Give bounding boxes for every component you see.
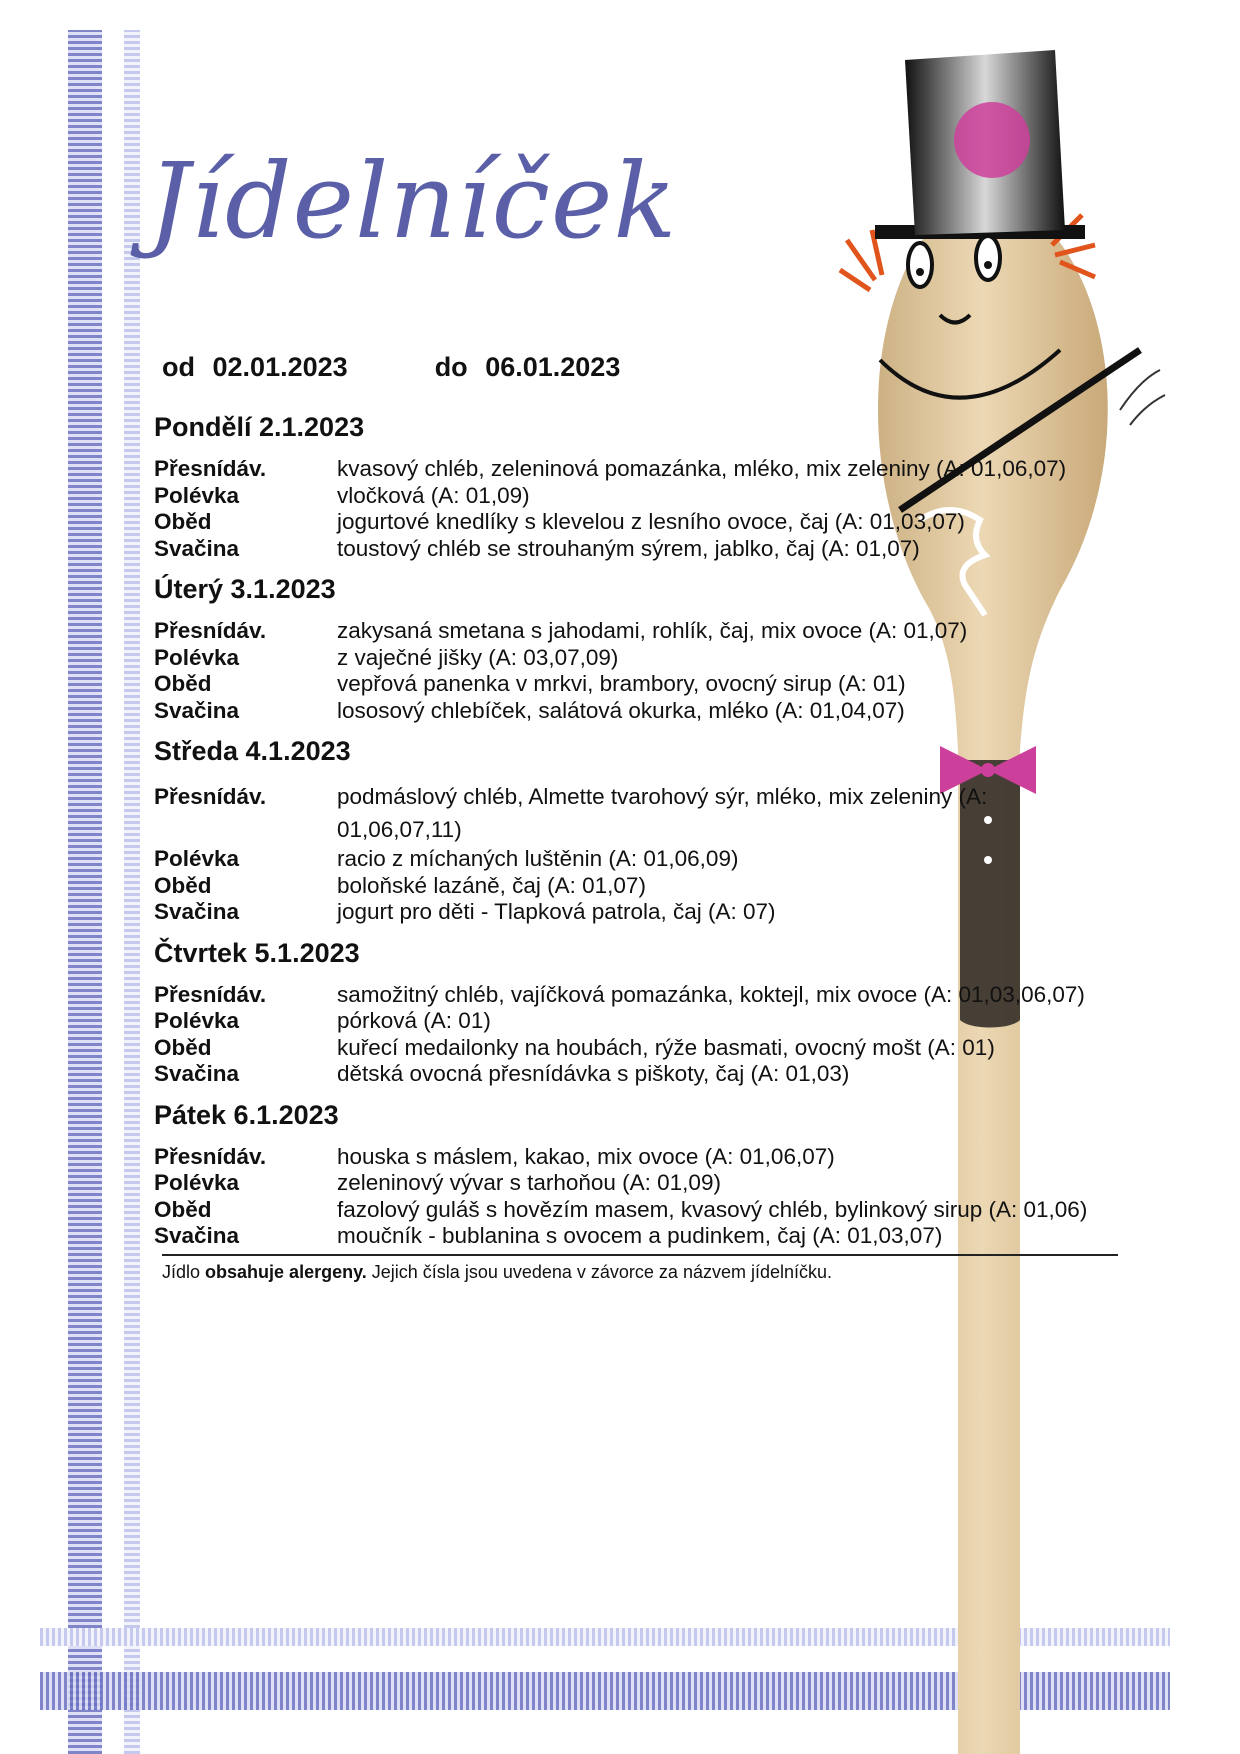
meal-dish: jogurt pro děti - Tlapková patrola, čaj (A: 07) xyxy=(337,899,776,924)
allergen-note-prefix: Jídlo xyxy=(162,1262,201,1282)
meal-label: Svačina xyxy=(154,1223,240,1248)
day-title: Úterý 3.1.2023 xyxy=(154,574,336,604)
meal-label: Oběd xyxy=(154,671,212,696)
menu-title: Jídelníček xyxy=(148,140,678,262)
day-section xyxy=(154,734,1194,926)
meal-row xyxy=(154,846,1194,873)
meal-row xyxy=(154,456,1194,483)
meal-row xyxy=(154,1144,1194,1171)
meal-dish: podmáslový chléb, Almette tvarohový sýr, mléko, mix zeleniny (A: 01,06,07,11) xyxy=(337,784,988,842)
meal-label: Polévka xyxy=(154,1008,240,1033)
meal-label: Polévka xyxy=(154,482,240,508)
border-stripe-left-light xyxy=(124,30,140,1754)
meal-dish: toustový chléb se strouhaným sýrem, jablko, čaj (A: 01,07) xyxy=(337,535,920,561)
to-date: 06.01.2023 xyxy=(485,352,621,382)
to-label: do xyxy=(434,352,468,382)
meal-label: Svačina xyxy=(154,697,240,723)
meal-row xyxy=(154,1008,1194,1035)
meal-row xyxy=(154,671,1194,698)
meal-dish: houska s máslem, kakao, mix ovoce (A: 01,06,07) xyxy=(337,1143,835,1169)
meal-label: Přesnídáv. xyxy=(154,1143,267,1169)
from-date: 02.01.2023 xyxy=(212,352,348,382)
day-section xyxy=(154,936,1194,1088)
meal-dish: moučník - bublanina s ovocem a pudinkem, čaj (A: 01,03,07) xyxy=(337,1223,943,1248)
meal-dish: zakysaná smetana s jahodami, rohlík, čaj, mix ovoce (A: 01,07) xyxy=(337,618,968,643)
meal-row xyxy=(154,873,1194,900)
meal-row xyxy=(154,1170,1194,1197)
meal-row xyxy=(154,1223,1194,1250)
meal-label: Oběd xyxy=(154,509,212,534)
meal-row xyxy=(154,780,1194,846)
meal-label: Svačina xyxy=(154,899,240,924)
meal-dish: dětská ovocná přesnídávka s piškoty, čaj (A: 01,03) xyxy=(337,1061,850,1086)
meal-row xyxy=(154,1197,1194,1224)
meal-dish: z vaječné jišky (A: 03,07,09) xyxy=(337,644,619,670)
meal-row xyxy=(154,899,1194,926)
meal-dish: kuřecí medailonky na houbách, rýže basmati, ovocný mošt (A: 01) xyxy=(337,1034,995,1060)
border-stripe-left-dark xyxy=(68,30,102,1754)
meal-label: Polévka xyxy=(154,644,240,670)
meal-label: Svačina xyxy=(154,1061,240,1086)
day-title: Pátek 6.1.2023 xyxy=(154,1099,339,1130)
footer-divider xyxy=(162,1254,1118,1256)
allergen-note-suffix: Jejich čísla jsou uvedena v závorce za názvem jídelníčku. xyxy=(371,1262,833,1282)
meal-label: Oběd xyxy=(154,1196,212,1222)
meal-row xyxy=(154,698,1194,725)
meal-row xyxy=(154,536,1194,563)
meal-row xyxy=(154,1061,1194,1088)
meal-label: Polévka xyxy=(154,846,240,871)
meal-row xyxy=(154,618,1194,645)
day-section xyxy=(154,1098,1194,1250)
day-title: Pondělí 2.1.2023 xyxy=(154,412,365,442)
allergen-note xyxy=(162,1262,832,1283)
day-title: Středa 4.1.2023 xyxy=(154,736,351,766)
meal-dish: kvasový chléb, zeleninová pomazánka, mléko, mix zeleniny (A: 01,06,07) xyxy=(337,456,1067,481)
meal-label: Přesnídáv. xyxy=(154,981,267,1007)
meal-row xyxy=(154,982,1194,1009)
meal-label: Oběd xyxy=(154,1034,212,1060)
meal-row xyxy=(154,1035,1194,1062)
meal-dish: fazolový guláš s hovězím masem, kvasový chléb, bylinkový sirup (A: 01,06) xyxy=(337,1196,1088,1222)
meal-dish: vločková (A: 01,09) xyxy=(337,482,530,508)
meal-row xyxy=(154,509,1194,536)
meal-dish: jogurtové knedlíky s klevelou z lesního ovoce, čaj (A: 01,03,07) xyxy=(337,509,965,534)
meal-label: Přesnídáv. xyxy=(154,618,267,643)
meal-label: Svačina xyxy=(154,535,240,561)
meal-dish: vepřová panenka v mrkvi, brambory, ovocný sirup (A: 01) xyxy=(337,671,906,696)
from-label: od xyxy=(162,352,195,382)
weekly-menu xyxy=(154,410,1194,1260)
meal-dish: samožitný chléb, vajíčková pomazánka, koktejl, mix ovoce (A: 01,03,06,07) xyxy=(337,981,1085,1007)
meal-dish: pórková (A: 01) xyxy=(337,1008,491,1033)
meal-dish: boloňské lazáně, čaj (A: 01,07) xyxy=(337,872,646,898)
date-range xyxy=(162,352,630,383)
meal-dish: lososový chlebíček, salátová okurka, mléko (A: 01,04,07) xyxy=(337,697,905,723)
day-section xyxy=(154,410,1194,562)
meal-label: Oběd xyxy=(154,872,212,898)
meal-label: Přesnídáv. xyxy=(154,456,267,481)
meal-dish: racio z míchaných luštěnin (A: 01,06,09) xyxy=(337,846,739,871)
meal-row xyxy=(154,483,1194,510)
meal-row xyxy=(154,645,1194,672)
allergen-note-bold: obsahuje alergeny. xyxy=(205,1262,367,1282)
day-section xyxy=(154,572,1194,724)
day-title: Čtvrtek 5.1.2023 xyxy=(154,937,360,968)
meal-dish: zeleninový vývar s tarhoňou (A: 01,09) xyxy=(337,1170,721,1195)
meal-label: Přesnídáv. xyxy=(154,784,267,809)
meal-label: Polévka xyxy=(154,1170,240,1195)
